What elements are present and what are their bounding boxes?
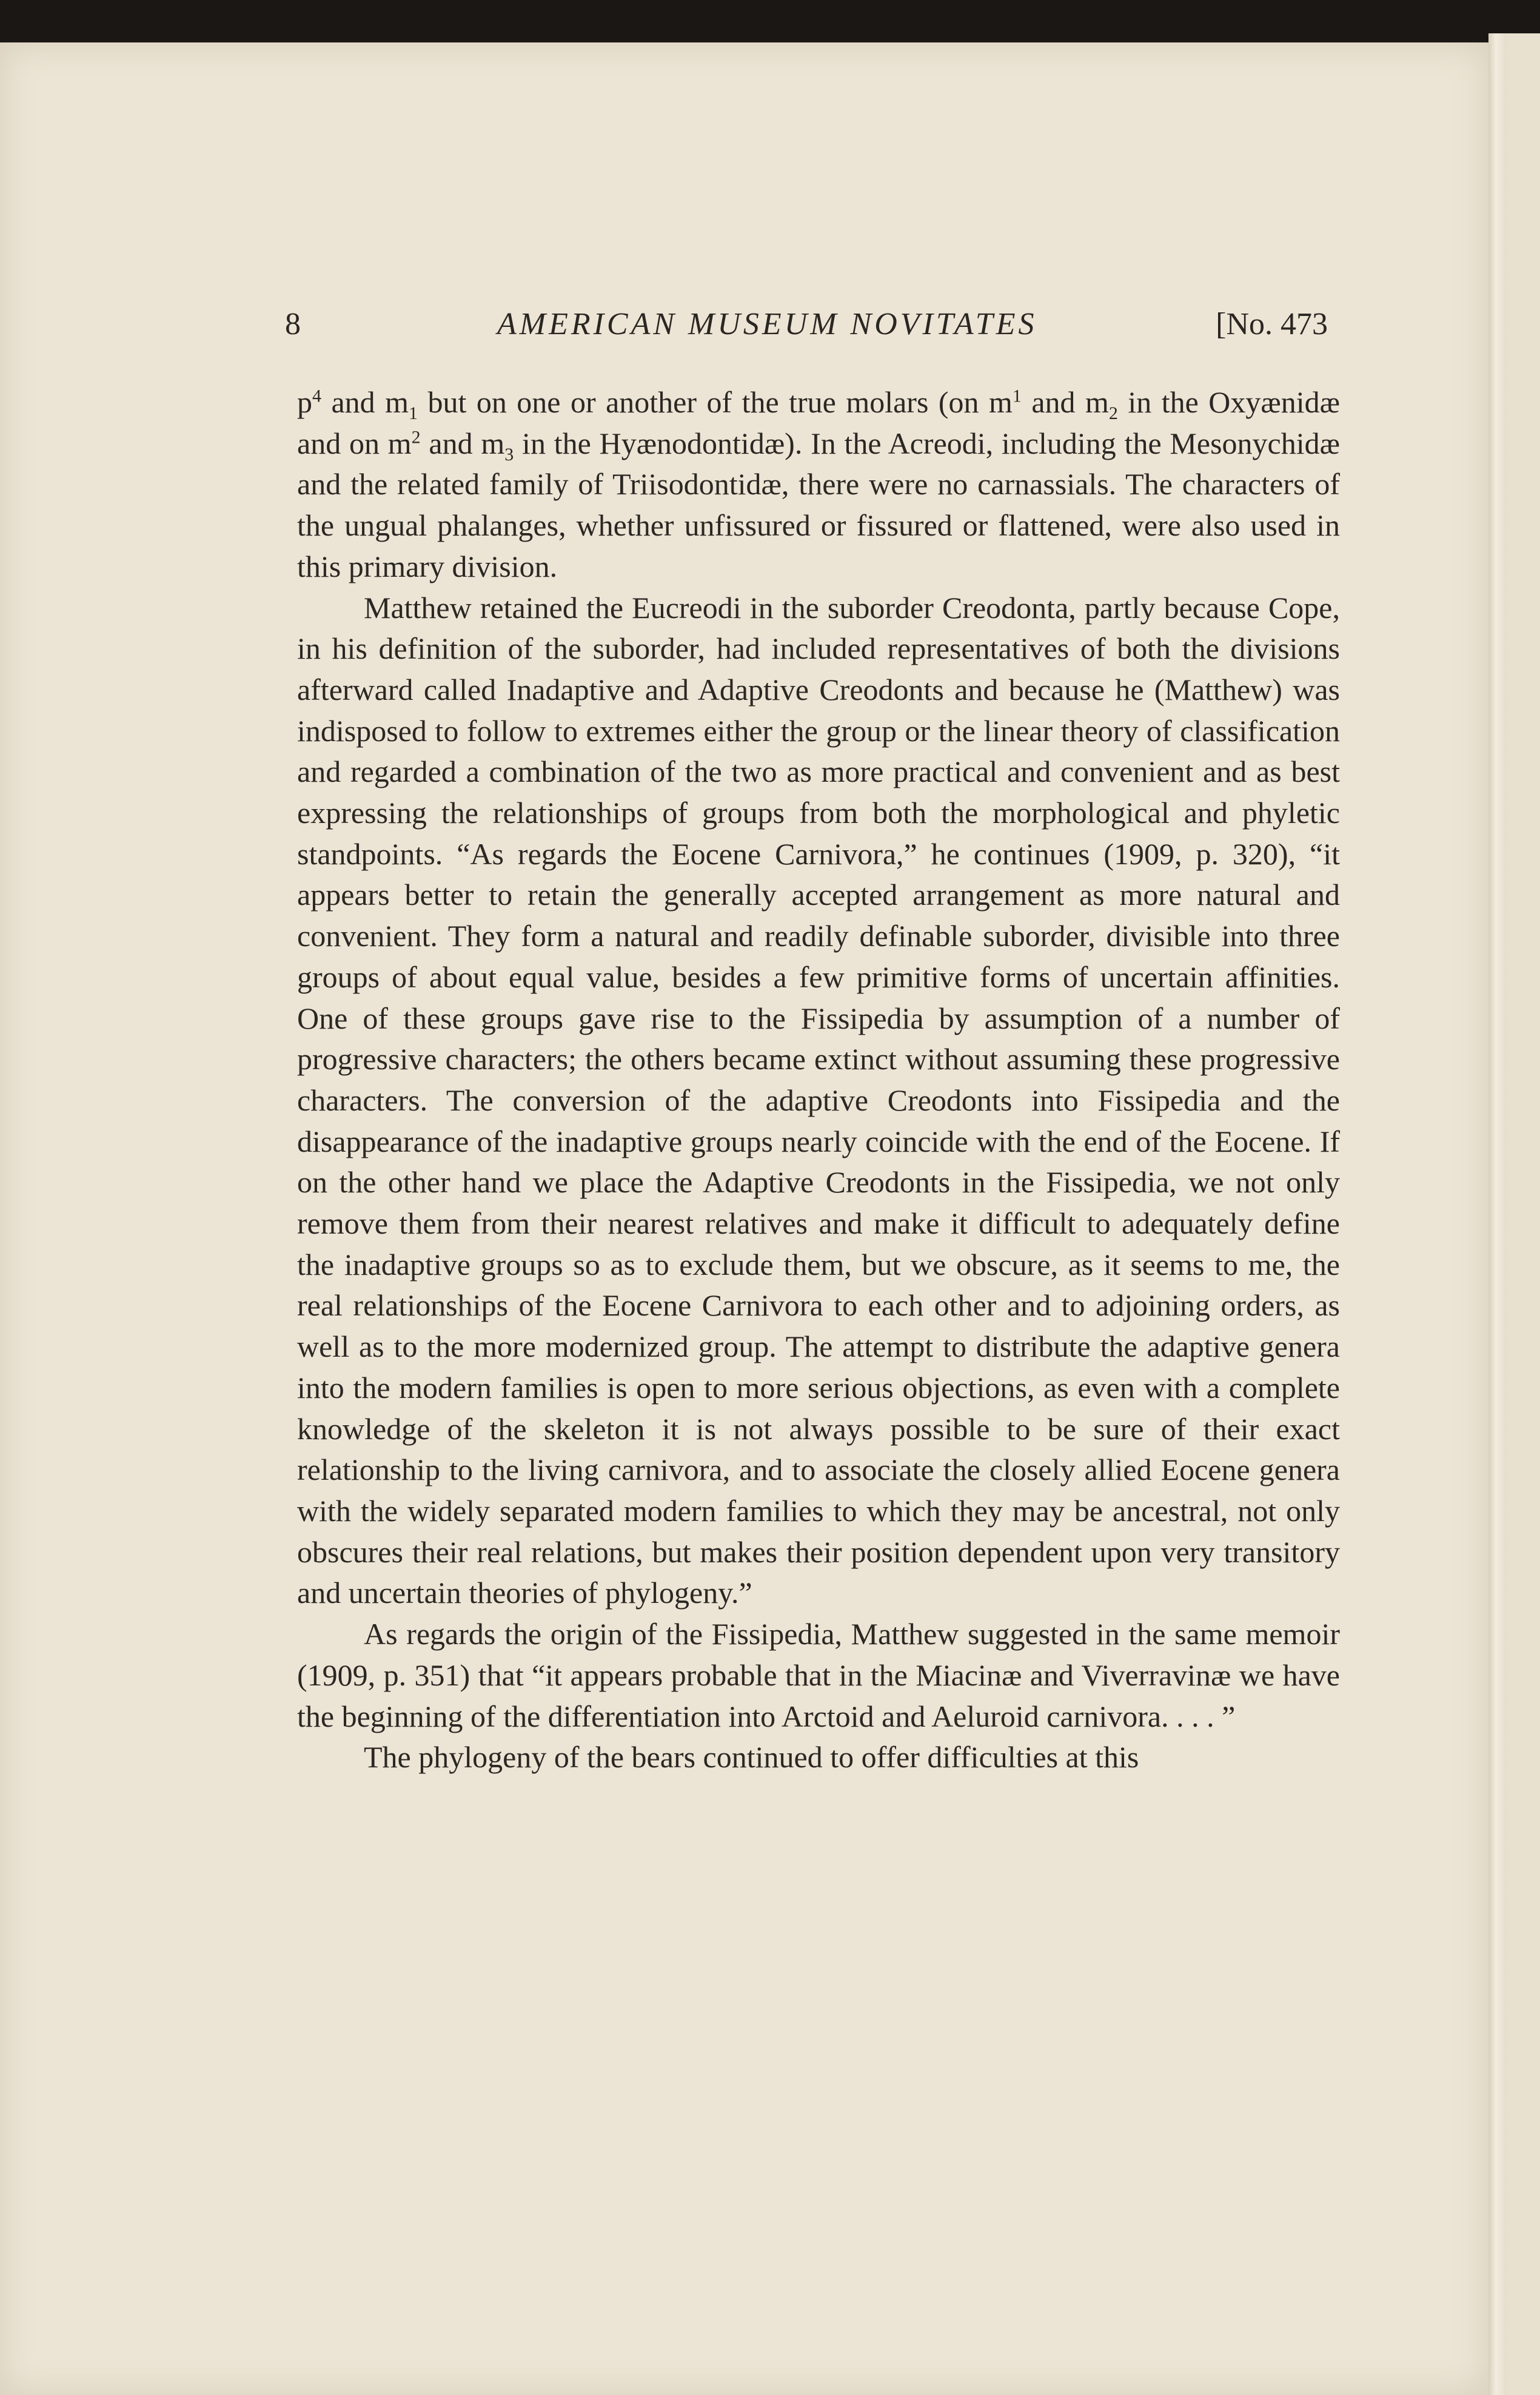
running-header (285, 306, 1328, 355)
paragraph-4: The phylogeny of the bears continued to offer difficulties at this (364, 1740, 1139, 1775)
journal-title: AMERICAN MUSEUM NOVITATES (497, 307, 1037, 341)
page-number: 8 (285, 307, 301, 341)
scan-top-edge (0, 0, 1540, 42)
paragraph-1: $p^4$ and $m_1$ but on one or another of the true molars (on $m^1$ and $m_2$ in the Oxyænidæ and on $m^2$ and $m_3$ in the Hyænodontidæ). In the Acreodi, including the Mesonychidæ and the related family of Triisodontidæ, there were no carnassials. The characters of the ungual phalanges, whether unfissured or fissured or flattened, were also used in this primary division. (297, 385, 1340, 583)
paragraph-3: As regards the origin of the Fissipedia, Matthew suggested in the same memoir (1909, p. 351) that “it appears probable that in the Miacinæ and Viverravinæ we have the beginning of the differentiation into Arctoid and Aeluroid carnivora. . . . ” (297, 1617, 1340, 1733)
paragraph-2: Matthew retained the Eucreodi in the suborder Creodonta, partly because Cope, in his definition of the suborder, had included representatives of both the divisions afterward called Inadaptive and Adaptive Creodonts and because he (Matthew) was indisposed to follow to extremes either the group or the linear theory of classification and regarded a combination of the two as more practical and convenient and as best expressing the relationships of groups from both the morphological and phyletic standpoints. “As regards the Eocene Carnivora,” he continues (1909, p. 320), “it appears better to retain the generally accepted arrangement as more natural and convenient. They form a natural and readily definable suborder, divisible into three groups of about equal value, besides a few primitive forms of uncertain affinities. One of these groups gave rise to the Fissipedia by assumption of a number of progressive characters; the others became extinct without assuming these progressive characters. The conversion of the adaptive Creodonts into Fissipedia and the disappearance of the inadaptive groups nearly coincide with the end of the Eocene. If on the other hand we place the Adaptive Creodonts in the Fissipedia, we not only remove them from their nearest relatives and make it difficult to adequately define the inadaptive groups so as to exclude them, but we obscure, as it seems to me, the real relationships of the Eocene Carnivora to each other and to adjoining orders, as well as to the more modernized group. The attempt to distribute the adaptive genera into the modern families is open to more serious objections, as even with a complete knowledge of the skeleton it is not always possible to be sure of their exact relationship to the living carnivora, and to associate the closely allied Eocene genera with the widely separated modern families to which they may be ancestral, not only obscures their real relations, but makes their position dependent upon very transitory and uncertain theories of phylogeny.” (297, 590, 1340, 1610)
book-gutter (1488, 33, 1507, 2395)
body-text (297, 382, 1340, 1778)
adjacent-page-edge (1507, 33, 1540, 2395)
issue-number: [No. 473 (1216, 307, 1328, 341)
